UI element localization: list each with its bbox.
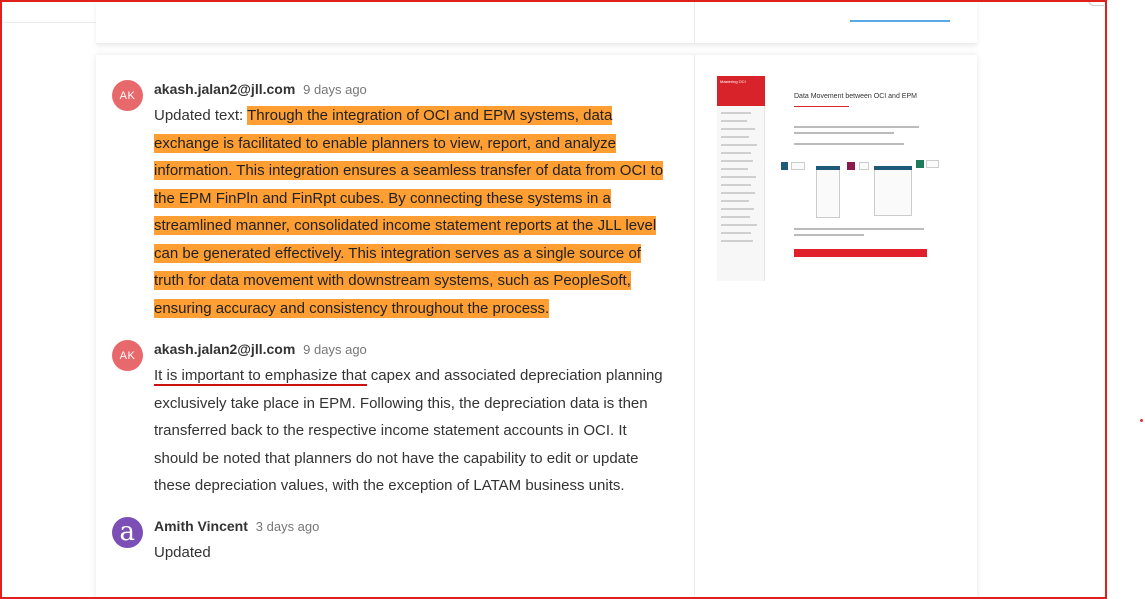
comment-author[interactable]: akash.jalan2@jll.com — [154, 81, 296, 97]
comment-text: Updated — [154, 544, 211, 561]
comment-timestamp: 3 days ago — [255, 519, 320, 534]
comment-author[interactable]: Amith Vincent — [154, 518, 248, 534]
comment-timestamp: 9 days ago — [303, 82, 367, 97]
preview-sidebar-title: Mastering OCI — [717, 76, 765, 106]
avatar[interactable]: a — [112, 517, 143, 548]
underlined-text: It is important to emphasize that — [154, 367, 367, 384]
comment-timestamp: 9 days ago — [303, 342, 367, 357]
red-dot-mark — [1140, 419, 1143, 422]
comment-author[interactable]: akash.jalan2@jll.com — [154, 341, 296, 357]
avatar[interactable]: AK — [112, 340, 143, 371]
highlighted-text: Through the integration of OCI and EPM systems, data exchange is facilitated to enable planners to view, report, and analyze information. This integration ensures a seamless transfer of data from OCI to the EPM FinPln and FinRpt cubes. By connecting these systems in a streamlined manner, consolidated income statement reports at the JLL level can be generated effectively. This integration serves as a single source of truth for data movement with downstream systems, such as PeopleSoft, ensuring accuracy and consistency throughout the process. — [154, 107, 664, 317]
comment-rest-text: capex and associated depreciation planning exclusively take place in EPM. Following this, the depreciation data is then transferred back to the respective income statement accounts in OCI. It should be noted that planners do not have the capability to edit or update these depreciation values, with the exception of LATAM business units. — [154, 367, 663, 494]
avatar[interactable]: AK — [112, 80, 143, 111]
preview-title: Data Movement between OCI and EPM — [794, 93, 917, 100]
comment-prefix: Updated text: — [154, 107, 248, 124]
